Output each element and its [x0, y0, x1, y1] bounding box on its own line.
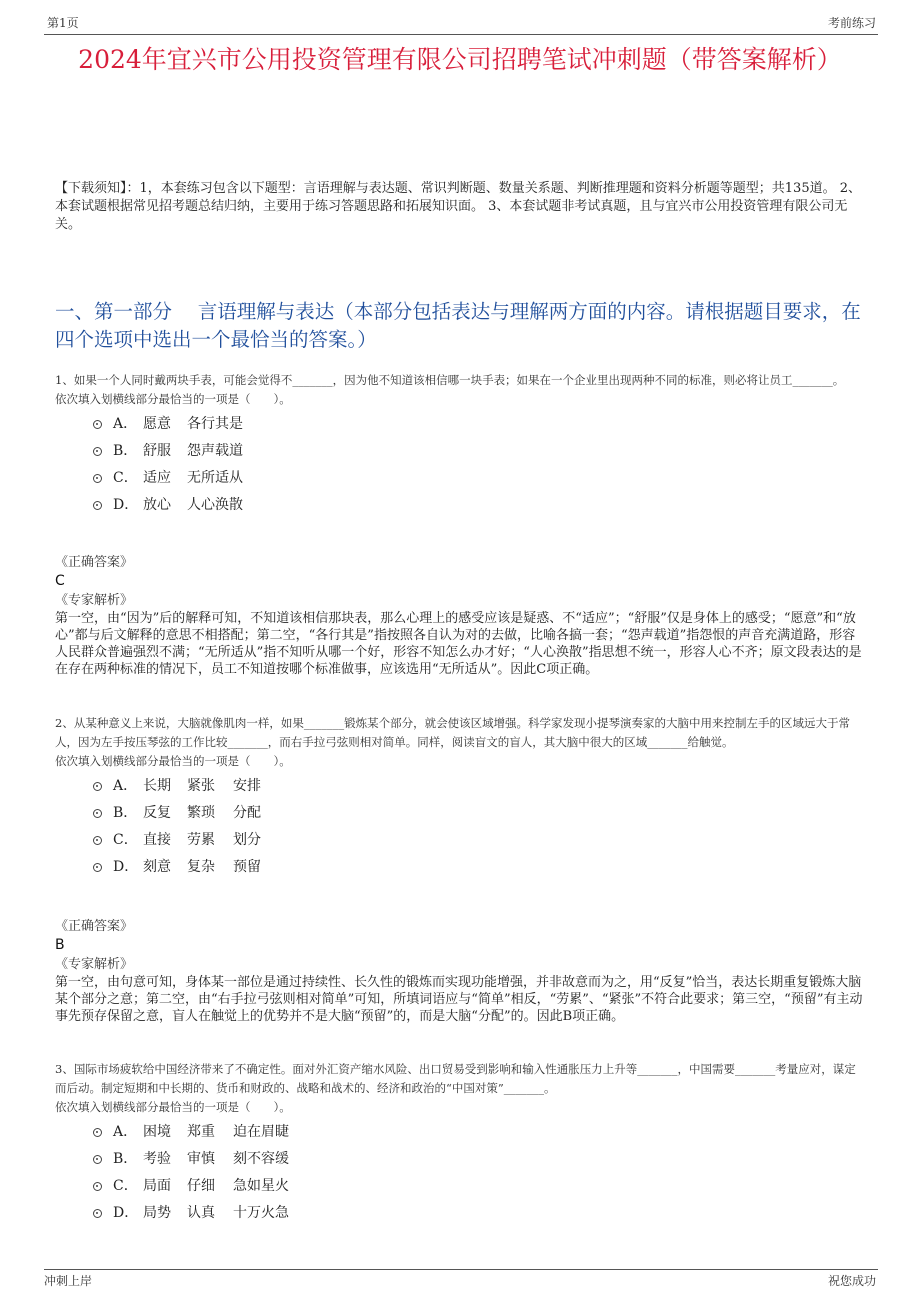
option-c[interactable]: C． 直接 劳累 划分 [55, 827, 865, 854]
answer-block-2 [55, 917, 867, 1025]
header-divider [44, 34, 878, 35]
radio-button-icon[interactable] [93, 782, 102, 791]
analysis-heading: 《专家解析》 [55, 957, 134, 972]
radio-button-icon[interactable] [93, 501, 102, 510]
question-instruction: 依次填入划横线部分最恰当的一项是（ ）。 [55, 392, 291, 406]
option-b[interactable]: B． 舒服 怨声载道 [55, 438, 865, 465]
answer-heading: 《正确答案》 [55, 919, 134, 934]
analysis-heading: 《专家解析》 [55, 593, 134, 608]
question-text: 3、国际市场疲软给中国经济带来了不确定性。面对外汇资产缩水风险、出口贸易受到影响和输入性通胀压力上升等_______，中国需要_______考量应对，谋定而后动。制定短期和中长期的、货币和财政的、战略和战术的、经济和政治的“中国对策”_______。 [55, 1062, 856, 1095]
option-a[interactable]: A． 困境 郑重 迫在眉睫 [55, 1119, 865, 1146]
radio-button-icon[interactable] [93, 447, 102, 456]
option-list [55, 773, 865, 881]
header-label: 考前练习 [827, 16, 876, 30]
option-a[interactable]: A． 愿意 各行其是 [55, 411, 865, 438]
option-list [55, 411, 865, 519]
analysis-text: 第一空，由“因为”后的解释可知，不知道该相信那块表，那么心理上的感受应该是疑惑、不“适应”；“舒服”仅是身体上的感受；“愿意”和“放心”都与后文解释的意思不相搭配；第二空，“各行其是”指按照各自认为对的去做，比喻各搞一套；“怨声载道”指怨恨的声音充满道路，形容人民群众普遍强烈不满；“无所适从”指不知听从哪一个好，形容不知怎么办才好；“人心涣散”指思想不统一，形容人心不齐；原文段表达的是在存在两种标准的情况下，员工不知道按哪个标准做事，应该选用“无所适从”。因此C项正确。 [55, 611, 862, 677]
page-footer [0, 1272, 920, 1292]
footer-divider [44, 1269, 878, 1270]
footer-left-label: 冲刺上岸 [44, 1274, 93, 1288]
option-d[interactable]: D． 局势 认真 十万火急 [55, 1200, 865, 1227]
question-1 [55, 371, 865, 519]
option-a[interactable]: A． 长期 紧张 安排 [55, 773, 865, 800]
radio-button-icon[interactable] [93, 809, 102, 818]
radio-button-icon[interactable] [93, 1182, 102, 1191]
document-title: 2024年宜兴市公用投资管理有限公司招聘笔试冲刺题（带答案解析） [78, 45, 842, 74]
option-c[interactable]: C． 局面 仔细 急如星火 [55, 1173, 865, 1200]
radio-button-icon[interactable] [93, 1128, 102, 1137]
answer-block-1 [55, 553, 867, 678]
section-title: 一、第一部分 言语理解与表达（本部分包括表达与理解两方面的内容。请根据题目要求，在四个选项中选出一个最恰当的答案。） [55, 300, 861, 351]
page-number: 第1页 [47, 16, 79, 30]
question-instruction: 依次填入划横线部分最恰当的一项是（ ）。 [55, 1100, 291, 1114]
radio-button-icon[interactable] [93, 1155, 102, 1164]
option-b[interactable]: B． 反复 繁琐 分配 [55, 800, 865, 827]
option-list [55, 1119, 865, 1227]
answer-heading: 《正确答案》 [55, 555, 134, 570]
correct-answer: B [55, 937, 65, 953]
question-2 [55, 714, 865, 881]
question-text: 2、从某种意义上来说，大脑就像肌肉一样，如果_______锻炼某个部分，就会使该区域增强。科学家发现小提琴演奏家的大脑中用来控制左手的区域远大于常人，因为左手按压琴弦的工作比较_______，而右手拉弓弦则相对简单。同样，阅读盲文的盲人，其大脑中很大的区域_______给触觉。 [55, 716, 851, 749]
option-d[interactable]: D． 放心 人心涣散 [55, 492, 865, 519]
analysis-text: 第一空，由句意可知，身体某一部位是通过持续性、长久性的锻炼而实现功能增强，并非故意而为之，用“反复”恰当，表达长期重复锻炼大脑某个部分之意；第二空，由“右手拉弓弦则相对简单”可知，所填词语应与“简单”相反，“劳累”、“紧张”不符合此要求；第三空，“预留”有主动事先预存保留之意，盲人在触觉上的优势并不是大脑“预留”的，而是大脑“分配”的。因此B项正确。 [55, 975, 863, 1024]
radio-button-icon[interactable] [93, 863, 102, 872]
radio-button-icon[interactable] [93, 420, 102, 429]
radio-button-icon[interactable] [93, 836, 102, 845]
download-notice: 【下载须知】：1，本套练习包含以下题型：言语理解与表达题、常识判断题、数量关系题、判断推理题和资料分析题等题型；共135道。 2、本套试题根据常见招考题总结归纳，主要用于练习答题思路和拓展知识面。 3、本套试题非考试真题，且与宜兴市公用投资管理有限公司无关。 [55, 181, 861, 232]
correct-answer: C [55, 573, 65, 589]
question-text: 1、如果一个人同时戴两块手表，可能会觉得不_______，因为他不知道该相信哪一块手表；如果在一个企业里出现两种不同的标准，则必将让员工_______。 [55, 373, 845, 387]
footer-right-label: 祝您成功 [827, 1274, 876, 1288]
option-c[interactable]: C． 适应 无所适从 [55, 465, 865, 492]
radio-button-icon[interactable] [93, 1209, 102, 1218]
option-b[interactable]: B． 考验 审慎 刻不容缓 [55, 1146, 865, 1173]
radio-button-icon[interactable] [93, 474, 102, 483]
page-header [0, 14, 920, 34]
question-3 [55, 1060, 865, 1227]
option-d[interactable]: D． 刻意 复杂 预留 [55, 854, 865, 881]
question-instruction: 依次填入划横线部分最恰当的一项是（ ）。 [55, 754, 291, 768]
